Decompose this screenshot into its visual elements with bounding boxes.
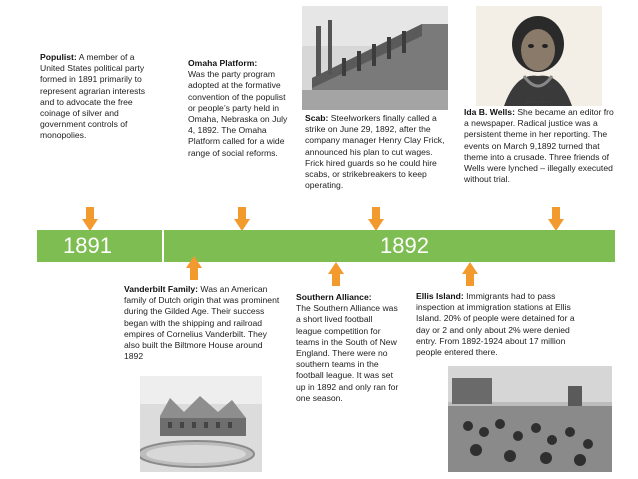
- ellis-island-photo: [448, 366, 612, 472]
- scab-title: Scab:: [305, 113, 329, 123]
- year-label-1891: 1891: [63, 233, 112, 258]
- arrow-down-ida: [548, 207, 564, 231]
- timeline-bar: [37, 230, 615, 262]
- scab-entry: [305, 113, 451, 191]
- arrow-down-omaha: [234, 207, 250, 231]
- timeline-segment-1891: [37, 230, 162, 262]
- vanderbilt-body: Was an American family of Dutch origin that was prominent during the Gilded Age. Their success began with the shipping and railroad empires of Cornelius Vanderbilt. They also built the Biltmore House around 1892: [124, 284, 280, 362]
- timeline-segment-1892: [164, 230, 615, 262]
- arrow-down-scab: [368, 207, 384, 231]
- populist-body: A member of a United States political party formed in 1891 primarily to represent agrarian interests and to advocate the free coinage of silver and government controls of monopolies.: [40, 52, 146, 141]
- ellis-title: Ellis Island:: [416, 291, 464, 301]
- omaha-platform-entry: [188, 58, 288, 159]
- portrait-caption: IDA B. WELLS.: [525, 99, 553, 104]
- year-label-1892: 1892: [380, 233, 429, 258]
- arrow-up-ellis-island: [462, 262, 478, 286]
- southern-title: Southern Alliance:: [296, 292, 372, 302]
- ellis-island-entry: [416, 291, 586, 358]
- vanderbilt-title: Vanderbilt Family:: [124, 284, 199, 294]
- scab-body: Steelworkers finally called a strike on June 29, 1892, after the company manager Henry Clay Frick, announced his plan to cut wages. Frick hired guards so he could hire scabs, or strikebreakers to keep operating.: [305, 113, 445, 191]
- omaha-title: Omaha Platform:: [188, 58, 258, 68]
- ida-b-wells-portrait: [476, 6, 602, 106]
- ida-title: Ida B. Wells:: [464, 107, 515, 117]
- ida-body: She became an editor fro a newspaper. Radical justice was a persistent theme in her reporting. The events on March 9,1892 turned that theme into a crusade. Three friends of Wells were lynched – illegally executed without trial.: [464, 107, 614, 185]
- arrow-up-southern-alliance: [328, 262, 344, 286]
- omaha-body: Was the party program adopted at the formative convention of the populist or people’s party held in Omaha, Nebraska on July 4, 1892. The Omaha Platform called for a wide range of social reforms.: [188, 69, 288, 158]
- ida-b-wells-entry: [464, 107, 614, 185]
- ellis-body: Immigrants had to pass inspection at immigration stations at Ellis Island. 20% of people were detained for a day or 2 and only about 2% were denied entry. From 1892-1924 about 17 million people entered there.: [416, 291, 575, 358]
- southern-body: The Southern Alliance was a short lived football league competition for teams in the South of New England. There were no southern teams in the football league. It was set up in 1892 and only ran for one season.: [296, 303, 399, 403]
- biltmore-house-photo: [140, 376, 262, 472]
- populist-entry: [40, 52, 150, 142]
- populist-title: Populist:: [40, 52, 77, 62]
- arrow-up-vanderbilt: [186, 256, 202, 280]
- arrow-down-populist: [82, 207, 98, 231]
- steel-mill-photo: [302, 6, 448, 110]
- vanderbilt-entry: [124, 284, 284, 362]
- southern-alliance-entry: [296, 292, 400, 404]
